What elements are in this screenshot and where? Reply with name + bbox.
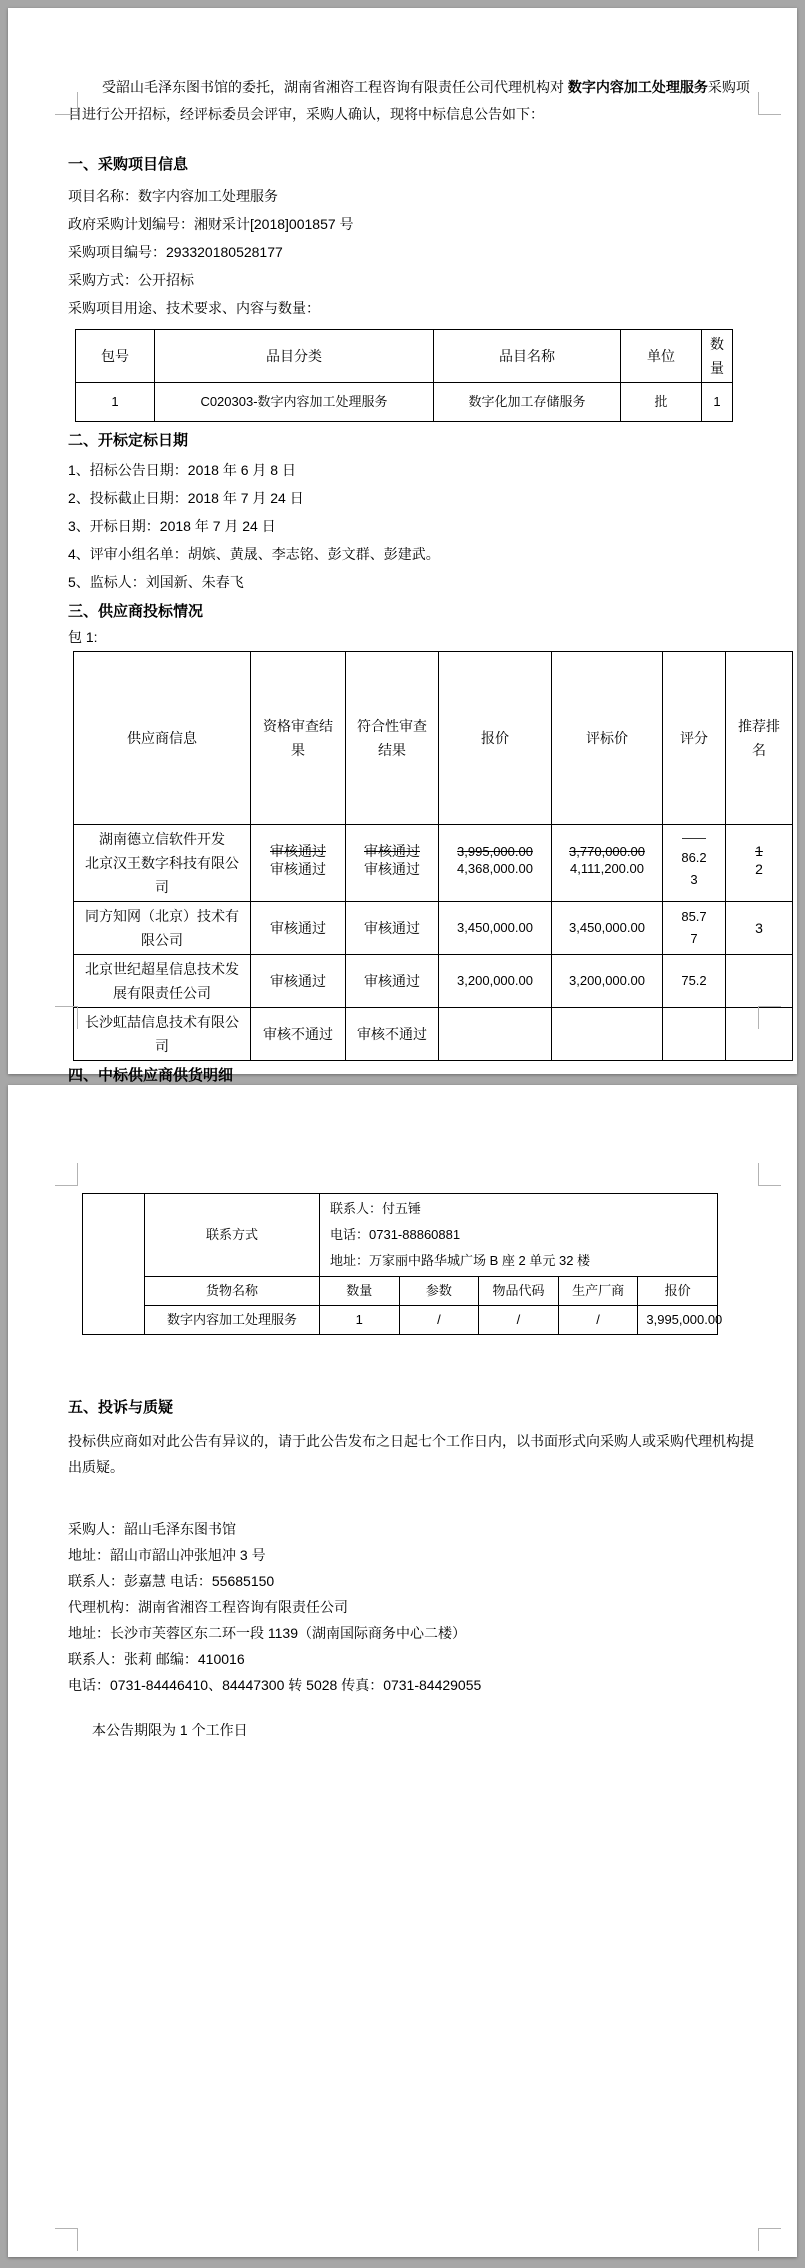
bid-row-2 [74,902,793,955]
bid-price-cell: 3,200,000.00 [439,955,552,1008]
goods-name-cell: 数字内容加工处理服务 [145,1306,320,1335]
intro-lead: 受韶山毛泽东图书馆的委托，湖南省湘咨工程咨询有限责任公司代理机构对 [102,79,568,95]
plan-number-line: 政府采购计划编号：湘财采计[2018]001857 号 [68,216,354,232]
qualification-cell: 审核通过 [251,902,346,955]
section1-heading: 一、采购项目信息 [68,156,189,173]
quantity-cell: 1 [702,383,733,422]
conformity-cell: 审核通过 审核通过 [346,825,439,902]
struck-prev-value: 3,995,000.00 [457,844,533,859]
col-goods-name: 货物名称 [145,1277,320,1306]
agency-phone-line: 电话：0731-84446410、84447300 转 5028 传真：0731-84429055 [68,1677,482,1693]
requirements-line: 采购项目用途、技术要求、内容与数量： [68,300,320,316]
struck-prev-value: 审核通过 [270,843,326,859]
score-cell [663,1008,726,1061]
supplier-cell: 长沙虹喆信息技术有限公司 [74,1008,251,1061]
supplier-cell: 同方知网（北京）技术有限公司 [74,902,251,955]
col-supplier-info: 供应商信息 [74,652,251,825]
contact-label-cell: 联系方式 [145,1194,320,1277]
struck-prev-value: 1 [755,843,763,859]
rank-cell: 3 [726,902,793,955]
goods-price-cell: 3,995,000.00 [638,1306,718,1335]
section4-heading: 四、中标供应商供货明细 [68,1067,234,1084]
supplier-name-line: 湖南德立信软件开发 [99,831,225,847]
col-eval-price: 评标价 [552,652,663,825]
col-item-category: 品目分类 [155,330,434,383]
goods-qty-cell: 1 [320,1306,400,1335]
agency-contact-line: 联系人：张莉 邮编：410016 [68,1651,245,1667]
item-name-cell: 数字化加工存储服务 [434,383,621,422]
section3-heading: 三、供应商投标情况 [68,603,204,620]
supplier-name-line: 北京汉王数字科技有限公司 [85,855,239,895]
purchaser-address-line: 地址：韶山市韶山冲张旭冲 3 号 [68,1547,266,1563]
col-goods-qty: 数量 [320,1277,400,1306]
supplier-cell [74,825,251,902]
items-header-row [76,330,733,383]
conformity-cell: 审核通过 [346,955,439,1008]
goods-header-row [83,1277,718,1306]
contact-person-line: 联系人：付五锤 [330,1201,422,1216]
col-rank: 推荐排名 [726,652,793,825]
items-data-row [76,383,733,422]
conformity-cell: 审核不通过 [346,1008,439,1061]
col-bid-price: 报价 [439,652,552,825]
col-qualification: 资格审查结果 [251,652,346,825]
section5-heading: 五、投诉与质疑 [68,1399,174,1416]
unit-cell: 批 [621,383,702,422]
text-boundary-mark [758,1006,781,1029]
intro-paragraph [68,74,758,128]
eval-price-cell [552,1008,663,1061]
validity-line: 本公告期限为 1 个工作日 [92,1722,248,1738]
project-number-line: 采购项目编号：293320180528177 [68,244,283,260]
empty-cell [83,1194,145,1335]
bid-price-cell: 3,995,000.00 4,368,000.00 [439,825,552,902]
goods-code-cell: / [479,1306,559,1335]
supplier-cell: 北京世纪超星信息技术发展有限责任公司 [74,955,251,1008]
opening-date-line: 3、开标日期：2018 年 7 月 24 日 [68,518,276,534]
col-conformity: 符合性审查结果 [346,652,439,825]
contact-phone-line: 电话：0731-88860881 [330,1227,461,1242]
col-score: 评分 [663,652,726,825]
package-no-cell: 1 [76,383,155,422]
rank-cell [726,955,793,1008]
eval-price-cell: 3,200,000.00 [552,955,663,1008]
item-category-cell: C020303-数字内容加工处理服务 [155,383,434,422]
col-unit: 单位 [621,330,702,383]
page-1-content [8,8,797,1135]
text-boundary-mark [55,2228,78,2251]
document-page-1 [8,8,797,1084]
contact-info-cell [320,1194,718,1277]
qualification-cell: 审核不通过 [251,1008,346,1061]
contact-address-line: 地址：万家丽中路华城广场 B 座 2 单元 32 楼 [330,1253,591,1268]
items-table [75,329,733,422]
supply-detail-table [82,1193,723,1335]
col-quantity: 数量 [702,330,733,383]
text-boundary-mark [758,92,781,115]
bid-header-row [74,652,793,825]
contact-row [83,1194,718,1277]
intro-rest: 采购项目进行公开招标，经评标委员会评审，采购人确认，现将中标信息公告如下： [68,79,750,122]
qualification-cell: 审核通过 [251,955,346,1008]
text-boundary-mark [758,1163,781,1186]
page-2-content [8,1085,797,1738]
purchaser-contact-line: 联系人：彭嘉慧 电话：55685150 [68,1573,275,1589]
text-boundary-mark [55,1006,78,1029]
col-goods-params: 参数 [399,1277,479,1306]
agency-address-line: 地址：长沙市芙蓉区东二环一段 1139（湖南国际商务中心二楼） [68,1625,466,1641]
complaint-paragraph: 投标供应商如对此公告有异议的，请于此公告发布之日起七个工作日内，以书面形式向采购人或采购代理机构提出质疑。 [68,1433,754,1475]
bid-row-1 [74,825,793,902]
supervisors-line: 5、监标人：刘国新、朱春飞 [68,574,244,590]
agency-line: 代理机构：湖南省湘咨工程咨询有限责任公司 [68,1599,348,1615]
document-page-2 [8,1085,797,2257]
score-cell: 75.2 [663,955,726,1008]
col-package-no: 包号 [76,330,155,383]
intro-project-name-bold: 数字内容加工处理服务 [567,79,708,95]
score-cell: 86.23 [663,825,726,902]
col-goods-price: 报价 [638,1277,718,1306]
eval-price-cell: 3,450,000.00 [552,902,663,955]
goods-params-cell: / [399,1306,479,1335]
purchaser-line: 采购人：韶山毛泽东图书馆 [68,1521,236,1537]
col-item-name: 品目名称 [434,330,621,383]
rank-cell: 1 2 [726,825,793,902]
bid-price-cell [439,1008,552,1061]
text-boundary-mark [758,2228,781,2251]
struck-prev-value: 审核通过 [364,843,420,859]
eval-price-cell: 3,770,000.00 4,111,200.00 [552,825,663,902]
col-goods-maker: 生产厂商 [558,1277,638,1306]
goods-maker-cell: / [558,1306,638,1335]
goods-data-row [83,1306,718,1335]
package-label: 包 1: [68,629,98,645]
bid-table [73,651,793,1061]
announce-date-line: 1、招标公告日期：2018 年 6 月 8 日 [68,462,296,478]
bid-price-cell: 3,450,000.00 [439,902,552,955]
text-boundary-mark [55,92,78,115]
section2-heading: 二、开标定标日期 [68,432,189,449]
struck-fragment [682,838,706,843]
score-cell: 85.77 [663,902,726,955]
project-name-line: 项目名称：数字内容加工处理服务 [68,188,278,204]
deadline-date-line: 2、投标截止日期：2018 年 7 月 24 日 [68,490,304,506]
qualification-cell: 审核通过 审核通过 [251,825,346,902]
bid-row-4 [74,1008,793,1061]
text-boundary-mark [55,1163,78,1186]
struck-prev-value: 3,770,000.00 [569,844,645,859]
review-panel-line: 4、评审小组名单：胡嫔、黄晟、李志铭、彭文群、彭建武。 [68,546,440,562]
conformity-cell: 审核通过 [346,902,439,955]
procurement-method-line: 采购方式：公开招标 [68,272,194,288]
col-goods-code: 物品代码 [479,1277,559,1306]
bid-row-3 [74,955,793,1008]
